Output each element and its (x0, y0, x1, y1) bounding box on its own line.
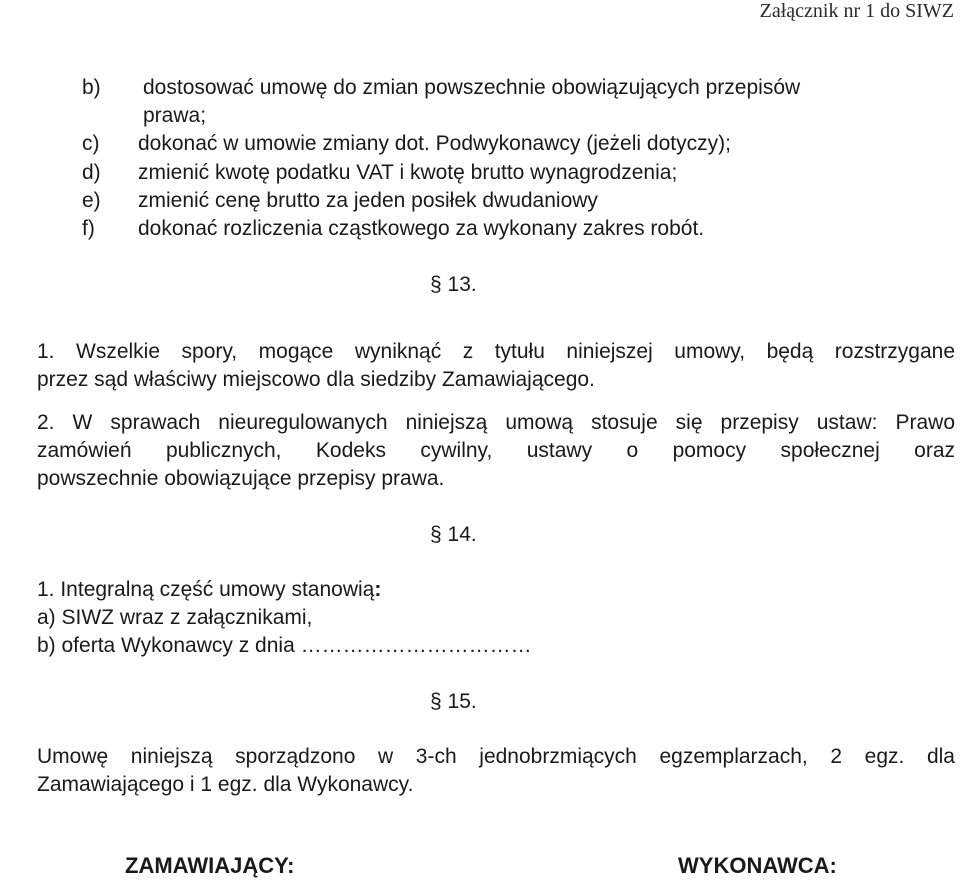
section-13-paragraph-2-line: zamówień publicznych, Kodeks cywilny, ustawy o pomocy społecznej oraz (37, 439, 955, 462)
section-14-heading: § 14. (430, 523, 477, 546)
list-item-text: dokonać rozliczenia cząstkowego za wykonany zakres robót. (138, 217, 705, 240)
list-item-text: zmienić cenę brutto za jeden posiłek dwudaniowy (138, 189, 598, 212)
section-14-intro-colon: : (374, 578, 382, 601)
section-15-line: Zamawiającego i 1 egz. dla Wykonawcy. (37, 773, 414, 796)
list-item-text: dostosować umowę do zmian powszechnie obowiązujących przepisów (143, 76, 801, 99)
document-header: Załącznik nr 1 do SIWZ (759, 0, 954, 22)
list-item-label: d) (82, 161, 101, 184)
signature-contractor-label: WYKONAWCA: (678, 853, 837, 878)
attachment-item: b) oferta Wykonawcy z dnia …………………………… (37, 634, 532, 657)
section-13-paragraph-1-line: 1. Wszelkie spory, mogące wyniknąć z tytułu niniejszej umowy, będą rozstrzygane (37, 340, 955, 363)
list-item-text-continued: prawa; (143, 104, 207, 127)
list-item-label: f) (82, 217, 95, 240)
list-item-label: b) (82, 76, 101, 99)
section-15-line: Umowę niniejszą sporządzono w 3-ch jednobrzmiących egzemplarzach, 2 egz. dla (37, 745, 955, 768)
section-13-paragraph-1-line: przez sąd właściwy miejscowo dla siedziby Zamawiającego. (37, 368, 595, 391)
section-13-heading: § 13. (430, 273, 477, 296)
section-14-intro-text: 1. Integralną część umowy stanowią (37, 578, 375, 601)
list-item-label: e) (82, 189, 101, 212)
signature-client-label: ZAMAWIAJĄCY: (125, 853, 295, 878)
section-13-paragraph-2-line: powszechnie obowiązujące przepisy prawa. (37, 467, 445, 490)
attachment-item: a) SIWZ wraz z załącznikami, (37, 606, 313, 629)
section-14-intro (37, 578, 381, 602)
section-15-heading: § 15. (430, 690, 477, 713)
list-item-text: zmienić kwotę podatku VAT i kwotę brutto wynagrodzenia; (138, 161, 678, 184)
list-item-text: dokonać w umowie zmiany dot. Podwykonawcy (jeżeli dotyczy); (138, 132, 731, 155)
section-13-paragraph-2-line: 2. W sprawach nieuregulowanych niniejszą umową stosuje się przepisy ustaw: Prawo (37, 411, 955, 434)
list-item-label: c) (82, 132, 100, 155)
